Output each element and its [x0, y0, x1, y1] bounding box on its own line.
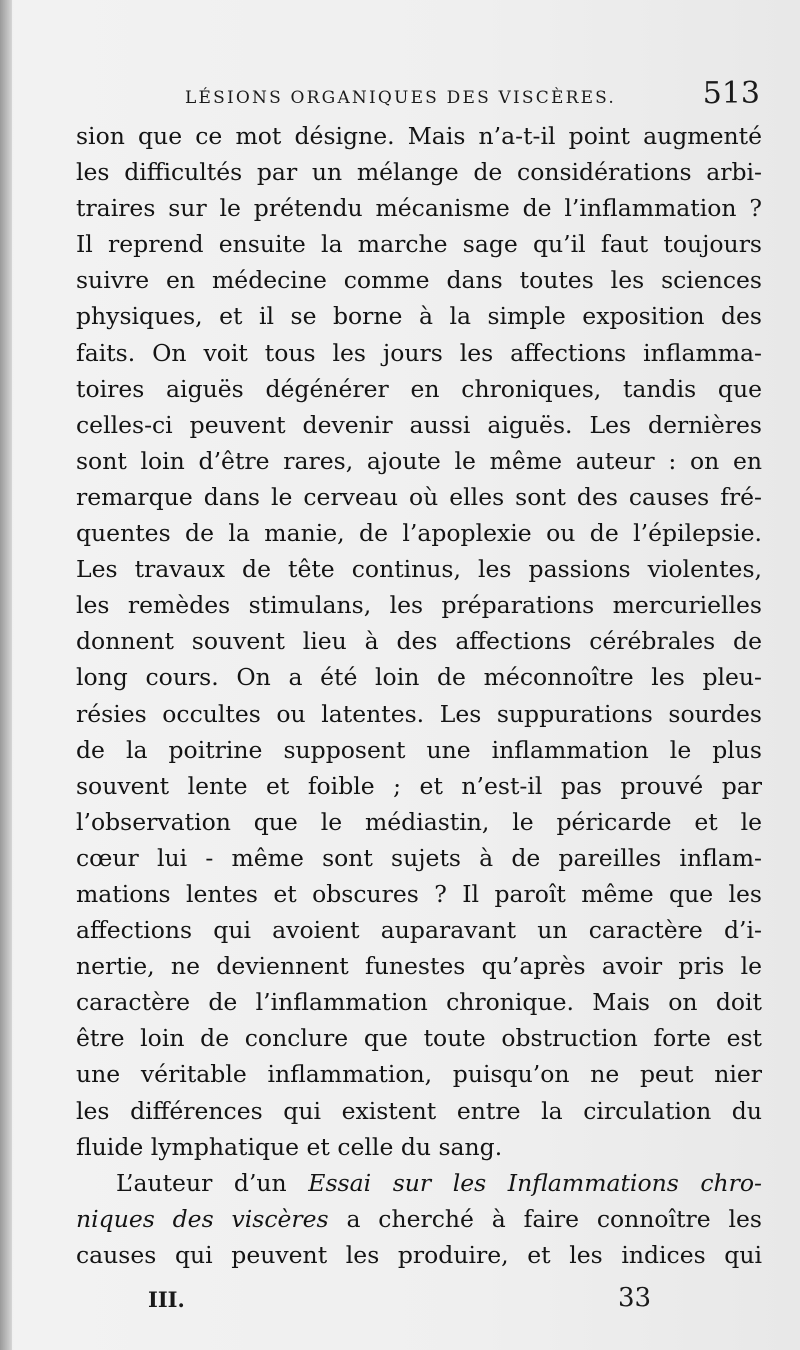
text-line: nertie, ne deviennent funestes qu’après avoir pris le — [76, 952, 762, 981]
text-line: sont loin d’être rares, ajoute le même auteur : on en — [76, 446, 762, 475]
book-title-italic: Essai sur les Inflammations chro- — [308, 1168, 762, 1197]
text-line: une véritable inflammation, puisqu’on ne peut nier — [76, 1060, 762, 1089]
text-line: souvent lente et foible ; et n’est-il pas prouvé par — [76, 771, 762, 800]
text-line: Les travaux de tête continus, les passions violentes, — [76, 555, 762, 584]
para2-lead: L’auteur d’un — [116, 1168, 309, 1197]
page-number: 513 — [702, 76, 760, 111]
body-text — [76, 118, 762, 1273]
book-title-italic-cont: niques des viscères — [76, 1204, 329, 1233]
text-line: toires aiguës dégénérer en chroniques, tandis que — [76, 374, 762, 403]
text-line: remarque dans le cerveau où elles sont des causes fré- — [76, 482, 762, 511]
text-line: cœur lui - même sont sujets à de pareilles inflam- — [76, 843, 762, 872]
text-line: Il reprend ensuite la marche sage qu’il faut toujours — [76, 230, 762, 259]
text-line: physiques, et il se borne à la simple exposition des — [76, 302, 762, 331]
text-line: les différences qui existent entre la circulation du — [76, 1096, 762, 1125]
text-line: résies occultes ou latentes. Les suppurations sourdes — [76, 699, 762, 728]
text-line: celles-ci peuvent devenir aussi aiguës. Les dernières — [76, 410, 762, 439]
folio-number: 33 — [618, 1283, 652, 1313]
text-line: être loin de conclure que toute obstruction forte est — [76, 1024, 762, 1053]
text-line: les remèdes stimulans, les préparations mercurielles — [76, 591, 762, 620]
text-line: quentes de la manie, de l’apoplexie ou de l’épilepsie. — [76, 519, 762, 548]
text-line: long cours. On a été loin de méconnoître les pleu- — [76, 663, 762, 692]
text-line: sion que ce mot désigne. Mais n’a-t-il point augmenté — [76, 122, 762, 150]
text-line: caractère de l’inflammation chronique. Mais on doit — [76, 988, 762, 1017]
text-line: fluide lymphatique et celle du sang. — [76, 1132, 503, 1161]
paragraph-2-line-1 — [76, 1165, 762, 1201]
page-footer — [148, 1283, 658, 1323]
running-title: LÉSIONS ORGANIQUES DES VISCÈRES. — [185, 88, 617, 108]
text-line: l’observation que le médiastin, le péricarde et le — [76, 807, 762, 836]
text-line: affections qui avoient auparavant un caractère d’i- — [76, 916, 762, 945]
paragraph-2-line-3: causes qui peuvent les produire, et les indices qui — [76, 1240, 762, 1269]
page-header — [185, 76, 760, 116]
para2-line2-rest: a cherché à faire connoître les — [328, 1204, 762, 1233]
page-gutter — [0, 0, 12, 1350]
text-line: mations lentes et obscures ? Il paroît même que les — [76, 879, 762, 908]
text-line: suivre en médecine comme dans toutes les sciences — [76, 266, 762, 295]
text-line: de la poitrine supposent une inflammation le plus — [76, 735, 762, 764]
text-line: donnent souvent lieu à des affections cérébrales de — [76, 627, 762, 656]
paragraph-2-line-2 — [76, 1201, 762, 1237]
text-line: faits. On voit tous les jours les affections inflamma- — [76, 338, 762, 367]
signature-mark: III. — [148, 1287, 185, 1312]
text-line: les difficultés par un mélange de considérations arbi- — [76, 158, 762, 187]
text-line: traires sur le prétendu mécanisme de l’inflammation ? — [76, 194, 762, 223]
